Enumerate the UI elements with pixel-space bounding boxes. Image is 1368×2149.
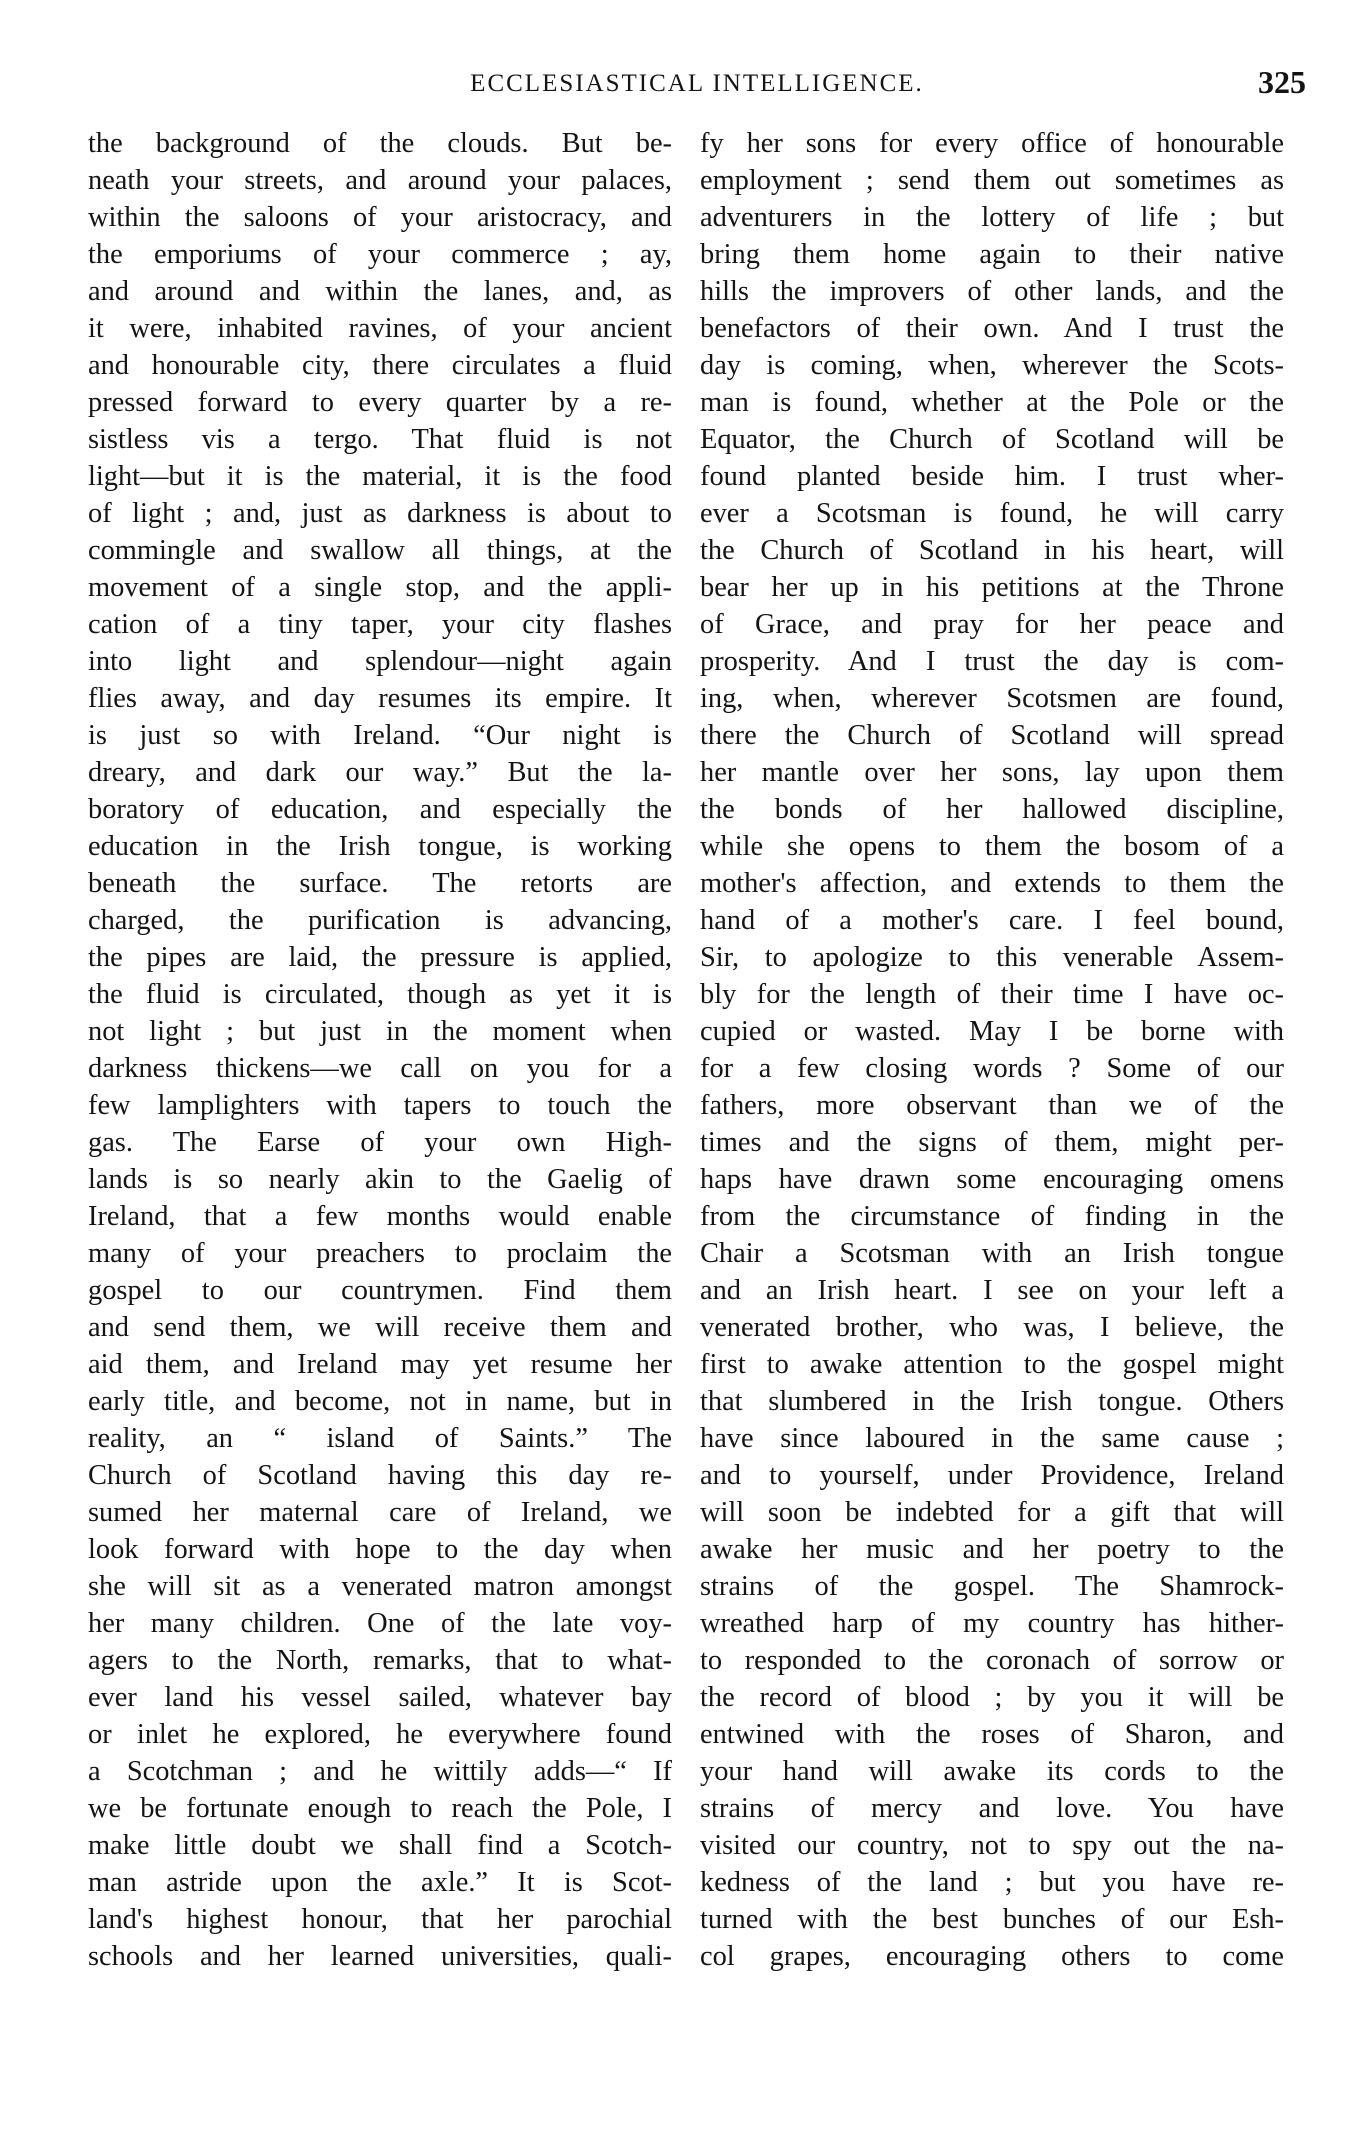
text-line: for a few closing words ? Some of our <box>700 1053 1284 1084</box>
text-line: flies away, and day resumes its empire. It <box>88 683 672 714</box>
text-line: man is found, whether at the Pole or the <box>700 387 1284 418</box>
text-line: cation of a tiny taper, your city flashes <box>88 609 672 640</box>
text-line: is just so with Ireland. “Our night is <box>88 720 672 751</box>
text-line: beneath the surface. The retorts are <box>88 868 672 899</box>
text-line: cupied or wasted. May I be borne with <box>700 1016 1284 1047</box>
text-line: ing, when, wherever Scotsmen are found, <box>700 683 1284 714</box>
text-line: Equator, the Church of Scotland will be <box>700 424 1284 455</box>
text-line: the background of the clouds. But be- <box>88 128 672 159</box>
text-line: that slumbered in the Irish tongue. Others <box>700 1386 1284 1417</box>
text-line: bring them home again to their native <box>700 239 1284 270</box>
text-line: hand of a mother's care. I feel bound, <box>700 905 1284 936</box>
text-line: bear her up in his petitions at the Throne <box>700 572 1284 603</box>
running-title: ECCLESIASTICAL INTELLIGENCE. <box>470 70 924 97</box>
text-line: wreathed harp of my country has hither- <box>700 1608 1284 1639</box>
text-line: and an Irish heart. I see on your left a <box>700 1275 1284 1306</box>
text-line: the fluid is circulated, though as yet it is <box>88 979 672 1010</box>
text-line: strains of mercy and love. You have <box>700 1793 1284 1824</box>
text-line: gospel to our countrymen. Find them <box>88 1275 672 1306</box>
text-line: sumed her maternal care of Ireland, we <box>88 1497 672 1528</box>
text-line: or inlet he explored, he everywhere found <box>88 1719 672 1750</box>
text-line: will soon be indebted for a gift that will <box>700 1497 1284 1528</box>
text-line: ever a Scotsman is found, he will carry <box>700 498 1284 529</box>
text-line: and honourable city, there circulates a fluid <box>88 350 672 381</box>
text-line: adventurers in the lottery of life ; but <box>700 202 1284 233</box>
text-line: turned with the best bunches of our Esh- <box>700 1904 1284 1935</box>
text-line: ever land his vessel sailed, whatever bay <box>88 1682 672 1713</box>
text-line: not light ; but just in the moment when <box>88 1016 672 1047</box>
page-number: 325 <box>1258 64 1306 100</box>
text-line: we be fortunate enough to reach the Pole, I <box>88 1793 672 1824</box>
right-column <box>700 125 1284 1975</box>
text-line: of Grace, and pray for her peace and <box>700 609 1284 640</box>
text-line: light—but it is the material, it is the food <box>88 461 672 492</box>
text-line: haps have drawn some encouraging omens <box>700 1164 1284 1195</box>
text-line: man astride upon the axle.” It is Scot- <box>88 1867 672 1898</box>
text-line: employment ; send them out sometimes as <box>700 165 1284 196</box>
text-line: agers to the North, remarks, that to what- <box>88 1645 672 1676</box>
text-line: mother's affection, and extends to them the <box>700 868 1284 899</box>
text-line: kedness of the land ; but you have re- <box>700 1867 1284 1898</box>
text-line: into light and splendour—night again <box>88 646 672 677</box>
text-line: dreary, and dark our way.” But the la- <box>88 757 672 788</box>
text-line: movement of a single stop, and the appli- <box>88 572 672 603</box>
text-line: the bonds of her hallowed discipline, <box>700 794 1284 825</box>
text-line: fy her sons for every office of honourable <box>700 128 1284 159</box>
text-line: hills the improvers of other lands, and the <box>700 276 1284 307</box>
text-line: Church of Scotland having this day re- <box>88 1460 672 1491</box>
text-line: schools and her learned universities, quali- <box>88 1941 672 1972</box>
text-line: found planted beside him. I trust wher- <box>700 461 1284 492</box>
text-line: and send them, we will receive them and <box>88 1312 672 1343</box>
text-line: to responded to the coronach of sorrow or <box>700 1645 1284 1676</box>
text-line: early title, and become, not in name, but in <box>88 1386 672 1417</box>
text-line: while she opens to them the bosom of a <box>700 831 1284 862</box>
text-line: awake her music and her poetry to the <box>700 1534 1284 1565</box>
text-line: and to yourself, under Providence, Ireland <box>700 1460 1284 1491</box>
text-line: look forward with hope to the day when <box>88 1534 672 1565</box>
text-line: neath your streets, and around your palaces, <box>88 165 672 196</box>
text-line: few lamplighters with tapers to touch the <box>88 1090 672 1121</box>
text-line: Sir, to apologize to this venerable Assem- <box>700 942 1284 973</box>
text-line: she will sit as a venerated matron amongst <box>88 1571 672 1602</box>
text-line: the emporiums of your commerce ; ay, <box>88 239 672 270</box>
text-line: education in the Irish tongue, is working <box>88 831 672 862</box>
text-line: her many children. One of the late voy- <box>88 1608 672 1639</box>
text-line: first to awake attention to the gospel might <box>700 1349 1284 1380</box>
text-line: day is coming, when, wherever the Scots- <box>700 350 1284 381</box>
text-line: strains of the gospel. The Shamrock- <box>700 1571 1284 1602</box>
text-line: sistless vis a tergo. That fluid is not <box>88 424 672 455</box>
text-line: her mantle over her sons, lay upon them <box>700 757 1284 788</box>
text-line: it were, inhabited ravines, of your ancient <box>88 313 672 344</box>
text-line: aid them, and Ireland may yet resume her <box>88 1349 672 1380</box>
text-line: gas. The Earse of your own High- <box>88 1127 672 1158</box>
text-line: charged, the purification is advancing, <box>88 905 672 936</box>
text-line: many of your preachers to proclaim the <box>88 1238 672 1269</box>
text-line: the pipes are laid, the pressure is applied, <box>88 942 672 973</box>
text-line: entwined with the roses of Sharon, and <box>700 1719 1284 1750</box>
text-line: make little doubt we shall find a Scotch- <box>88 1830 672 1861</box>
text-line: of light ; and, just as darkness is about to <box>88 498 672 529</box>
left-column <box>88 125 672 1975</box>
text-line: times and the signs of them, might per- <box>700 1127 1284 1158</box>
text-line: col grapes, encouraging others to come <box>700 1941 1284 1972</box>
text-line: fathers, more observant than we of the <box>700 1090 1284 1121</box>
text-line: there the Church of Scotland will spread <box>700 720 1284 751</box>
text-line: land's highest honour, that her parochial <box>88 1904 672 1935</box>
text-line: Ireland, that a few months would enable <box>88 1201 672 1232</box>
text-line: boratory of education, and especially the <box>88 794 672 825</box>
text-line: prosperity. And I trust the day is com- <box>700 646 1284 677</box>
text-line: the Church of Scotland in his heart, will <box>700 535 1284 566</box>
text-line: from the circumstance of finding in the <box>700 1201 1284 1232</box>
text-line: a Scotchman ; and he wittily adds—“ If <box>88 1756 672 1787</box>
text-line: darkness thickens—we call on you for a <box>88 1053 672 1084</box>
text-line: and around and within the lanes, and, as <box>88 276 672 307</box>
text-line: your hand will awake its cords to the <box>700 1756 1284 1787</box>
text-line: bly for the length of their time I have oc- <box>700 979 1284 1010</box>
text-line: venerated brother, who was, I believe, the <box>700 1312 1284 1343</box>
text-line: reality, an “ island of Saints.” The <box>88 1423 672 1454</box>
text-line: Chair a Scotsman with an Irish tongue <box>700 1238 1284 1269</box>
text-line: pressed forward to every quarter by a re- <box>88 387 672 418</box>
running-head <box>88 64 1306 110</box>
text-line: have since laboured in the same cause ; <box>700 1423 1284 1454</box>
text-line: lands is so nearly akin to the Gaelig of <box>88 1164 672 1195</box>
text-line: visited our country, not to spy out the na- <box>700 1830 1284 1861</box>
text-line: benefactors of their own. And I trust the <box>700 313 1284 344</box>
text-line: commingle and swallow all things, at the <box>88 535 672 566</box>
text-line: within the saloons of your aristocracy, and <box>88 202 672 233</box>
text-line: the record of blood ; by you it will be <box>700 1682 1284 1713</box>
